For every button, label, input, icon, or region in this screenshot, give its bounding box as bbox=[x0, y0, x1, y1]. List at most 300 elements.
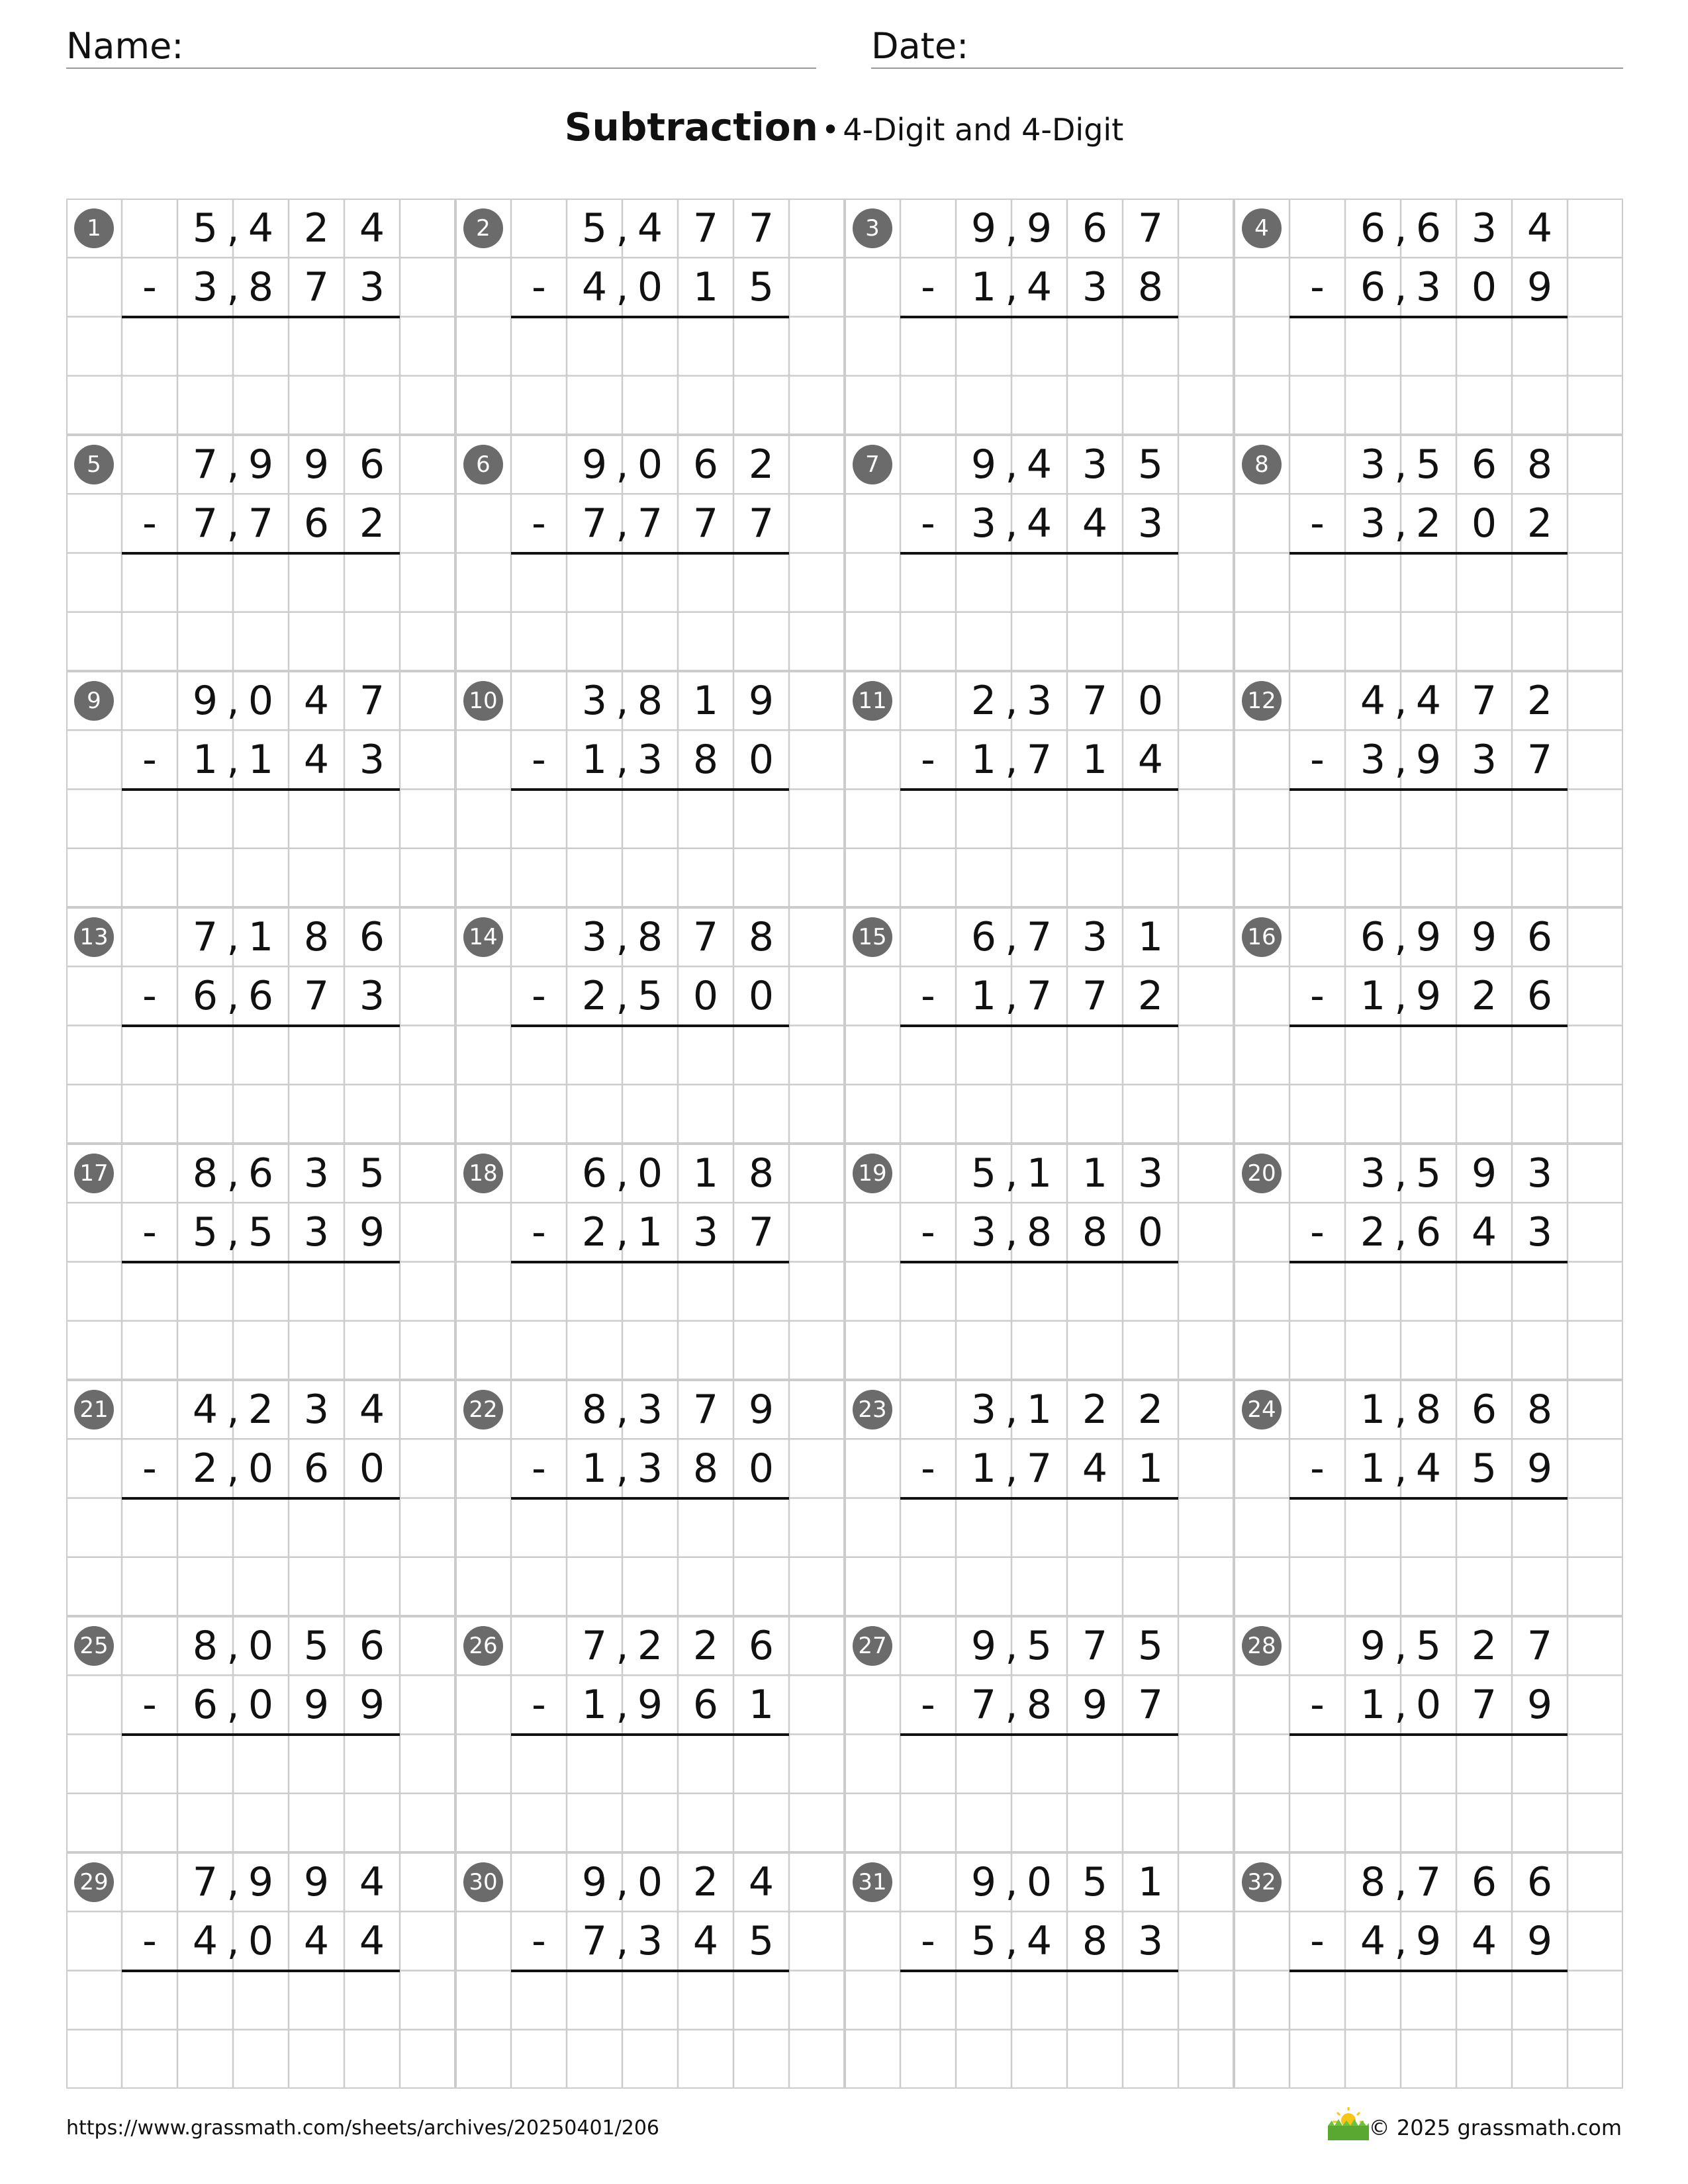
answer-cell[interactable] bbox=[567, 1026, 622, 1085]
answer-cell[interactable] bbox=[233, 1026, 289, 1085]
answer-cell[interactable] bbox=[1011, 790, 1067, 848]
answer-cell[interactable] bbox=[1123, 1321, 1178, 1380]
minuend-digit: 9 bbox=[748, 677, 774, 724]
answer-cell[interactable] bbox=[233, 1262, 289, 1321]
answer-cell[interactable] bbox=[733, 1085, 789, 1144]
answer-cell[interactable] bbox=[956, 1321, 1011, 1380]
answer-cell[interactable] bbox=[956, 790, 1011, 848]
answer-cell[interactable] bbox=[622, 848, 678, 907]
answer-cell[interactable] bbox=[956, 376, 1011, 435]
answer-cell[interactable] bbox=[1067, 612, 1123, 671]
answer-cell[interactable] bbox=[1011, 553, 1067, 612]
answer-cell[interactable] bbox=[1456, 2030, 1512, 2089]
answer-cell[interactable] bbox=[622, 790, 678, 848]
answer-cell[interactable] bbox=[1401, 553, 1456, 612]
answer-cell[interactable] bbox=[733, 790, 789, 848]
answer-cell[interactable] bbox=[733, 553, 789, 612]
answer-cell[interactable] bbox=[1512, 1794, 1568, 1852]
answer-cell[interactable] bbox=[1401, 1262, 1456, 1321]
answer-cell[interactable] bbox=[1011, 376, 1067, 435]
answer-cell[interactable] bbox=[956, 553, 1011, 612]
minuend-comma: , bbox=[1005, 1386, 1018, 1433]
answer-cell[interactable] bbox=[233, 848, 289, 907]
subtrahend-digit: 3 bbox=[1360, 736, 1386, 783]
answer-cell[interactable] bbox=[1456, 1026, 1512, 1085]
answer-cell[interactable] bbox=[678, 1794, 733, 1852]
answer-cell[interactable] bbox=[1345, 1262, 1401, 1321]
answer-cell[interactable] bbox=[1123, 1557, 1178, 1616]
answer-cell[interactable] bbox=[344, 1971, 400, 2030]
minuend-digit: 8 bbox=[192, 1150, 218, 1197]
answer-cell[interactable] bbox=[1011, 1321, 1067, 1380]
subtrahend-digit: 2 bbox=[581, 972, 608, 1019]
answer-cell[interactable] bbox=[956, 848, 1011, 907]
answer-cell[interactable] bbox=[1401, 1321, 1456, 1380]
answer-cell[interactable] bbox=[177, 1971, 233, 2030]
subtrahend-digit: 0 bbox=[1415, 1681, 1442, 1728]
answer-cell[interactable] bbox=[1456, 1262, 1512, 1321]
answer-cell[interactable] bbox=[177, 1321, 233, 1380]
answer-cell[interactable] bbox=[177, 1085, 233, 1144]
answer-cell[interactable] bbox=[733, 2030, 789, 2089]
answer-cell[interactable] bbox=[233, 2030, 289, 2089]
answer-cell[interactable] bbox=[567, 1321, 622, 1380]
answer-cell[interactable] bbox=[956, 1794, 1011, 1852]
answer-cell[interactable] bbox=[1067, 1085, 1123, 1144]
answer-cell[interactable] bbox=[567, 2030, 622, 2089]
answer-cell[interactable] bbox=[567, 1971, 622, 2030]
answer-cell[interactable] bbox=[1123, 1971, 1178, 2030]
answer-cell[interactable] bbox=[1456, 1735, 1512, 1794]
answer-cell[interactable] bbox=[177, 790, 233, 848]
answer-cell[interactable] bbox=[1512, 317, 1568, 376]
answer-cell[interactable] bbox=[1345, 317, 1401, 376]
minuend-digit: 1 bbox=[1082, 1150, 1108, 1197]
minus-sign: - bbox=[142, 1681, 157, 1728]
answer-cell[interactable] bbox=[622, 2030, 678, 2089]
answer-cell[interactable] bbox=[233, 1794, 289, 1852]
answer-cell[interactable] bbox=[678, 1735, 733, 1794]
answer-cell[interactable] bbox=[622, 1085, 678, 1144]
answer-cell[interactable] bbox=[1401, 790, 1456, 848]
answer-cell[interactable] bbox=[1345, 1026, 1401, 1085]
answer-cell[interactable] bbox=[177, 376, 233, 435]
answer-cell[interactable] bbox=[1512, 612, 1568, 671]
answer-cell[interactable] bbox=[678, 376, 733, 435]
subtrahend-digit: 1 bbox=[248, 736, 274, 783]
answer-cell[interactable] bbox=[1401, 1794, 1456, 1852]
answer-cell[interactable] bbox=[567, 1735, 622, 1794]
answer-cell[interactable] bbox=[177, 1735, 233, 1794]
answer-cell[interactable] bbox=[956, 1026, 1011, 1085]
minus-sign: - bbox=[921, 1681, 935, 1728]
answer-cell[interactable] bbox=[1512, 1085, 1568, 1144]
answer-cell[interactable] bbox=[678, 1498, 733, 1557]
minuend-digit: 9 bbox=[970, 1858, 997, 1905]
minus-sign: - bbox=[1310, 1681, 1325, 1728]
answer-cell[interactable] bbox=[233, 1557, 289, 1616]
answer-cell[interactable] bbox=[622, 1971, 678, 2030]
answer-cell[interactable] bbox=[1401, 1557, 1456, 1616]
answer-cell[interactable] bbox=[289, 2030, 344, 2089]
minuend-digit: 6 bbox=[359, 913, 385, 960]
answer-cell[interactable] bbox=[177, 1026, 233, 1085]
date-line[interactable] bbox=[871, 68, 1623, 69]
answer-cell[interactable] bbox=[1067, 1794, 1123, 1852]
answer-cell[interactable] bbox=[1456, 1085, 1512, 1144]
answer-cell[interactable] bbox=[622, 612, 678, 671]
answer-cell[interactable] bbox=[1011, 317, 1067, 376]
minuend-digit: 5 bbox=[581, 205, 608, 251]
minus-sign: - bbox=[532, 1445, 546, 1492]
answer-cell[interactable] bbox=[956, 1971, 1011, 2030]
answer-cell[interactable] bbox=[1345, 1735, 1401, 1794]
answer-cell[interactable] bbox=[733, 612, 789, 671]
answer-cell[interactable] bbox=[733, 1026, 789, 1085]
answer-cell[interactable] bbox=[289, 1262, 344, 1321]
answer-cell[interactable] bbox=[1067, 1735, 1123, 1794]
answer-cell[interactable] bbox=[678, 317, 733, 376]
answer-cell[interactable] bbox=[1456, 612, 1512, 671]
answer-cell[interactable] bbox=[733, 1794, 789, 1852]
answer-cell[interactable] bbox=[622, 1321, 678, 1380]
answer-cell[interactable] bbox=[567, 1794, 622, 1852]
answer-cell[interactable] bbox=[289, 1557, 344, 1616]
answer-cell[interactable] bbox=[733, 317, 789, 376]
answer-cell[interactable] bbox=[1123, 848, 1178, 907]
answer-cell[interactable] bbox=[567, 553, 622, 612]
minus-sign: - bbox=[921, 736, 935, 783]
answer-cell[interactable] bbox=[1512, 1321, 1568, 1380]
answer-cell[interactable] bbox=[1345, 1794, 1401, 1852]
answer-cell[interactable] bbox=[1067, 1557, 1123, 1616]
answer-cell[interactable] bbox=[678, 1971, 733, 2030]
answer-cell[interactable] bbox=[678, 790, 733, 848]
subtrahend-digit: 1 bbox=[581, 1445, 608, 1492]
answer-cell[interactable] bbox=[344, 2030, 400, 2089]
answer-cell[interactable] bbox=[1067, 1321, 1123, 1380]
answer-cell[interactable] bbox=[1401, 376, 1456, 435]
answer-cell[interactable] bbox=[344, 317, 400, 376]
answer-cell[interactable] bbox=[622, 1557, 678, 1616]
answer-cell[interactable] bbox=[344, 848, 400, 907]
answer-cell[interactable] bbox=[1345, 376, 1401, 435]
answer-cell[interactable] bbox=[956, 1498, 1011, 1557]
answer-cell[interactable] bbox=[678, 1085, 733, 1144]
answer-cell[interactable] bbox=[1512, 1026, 1568, 1085]
answer-cell[interactable] bbox=[289, 848, 344, 907]
answer-cell[interactable] bbox=[1011, 1085, 1067, 1144]
answer-cell[interactable] bbox=[1067, 790, 1123, 848]
answer-cell[interactable] bbox=[289, 1321, 344, 1380]
problem-number-badge: 23 bbox=[853, 1390, 892, 1430]
answer-cell[interactable] bbox=[344, 1262, 400, 1321]
answer-cell[interactable] bbox=[177, 1794, 233, 1852]
answer-cell[interactable] bbox=[1345, 1321, 1401, 1380]
answer-cell[interactable] bbox=[1123, 1085, 1178, 1144]
answer-cell[interactable] bbox=[289, 317, 344, 376]
answer-cell[interactable] bbox=[1512, 1498, 1568, 1557]
answer-cell[interactable] bbox=[344, 1026, 400, 1085]
subtrahend-comma: , bbox=[1005, 1681, 1018, 1728]
answer-cell[interactable] bbox=[678, 553, 733, 612]
answer-cell[interactable] bbox=[567, 848, 622, 907]
answer-cell[interactable] bbox=[1345, 553, 1401, 612]
answer-cell[interactable] bbox=[567, 790, 622, 848]
answer-cell[interactable] bbox=[289, 790, 344, 848]
answer-cell[interactable] bbox=[1067, 2030, 1123, 2089]
answer-cell[interactable] bbox=[1456, 1498, 1512, 1557]
subtrahend-digit: 1 bbox=[692, 263, 719, 310]
subtrahend-digit: 0 bbox=[748, 736, 774, 783]
answer-cell[interactable] bbox=[678, 1557, 733, 1616]
answer-cell[interactable] bbox=[1401, 1735, 1456, 1794]
answer-cell[interactable] bbox=[1345, 612, 1401, 671]
answer-cell[interactable] bbox=[622, 553, 678, 612]
answer-cell[interactable] bbox=[1123, 1735, 1178, 1794]
answer-cell[interactable] bbox=[1401, 1971, 1456, 2030]
subtrahend-comma: , bbox=[226, 1681, 240, 1728]
answer-cell[interactable] bbox=[1123, 1262, 1178, 1321]
answer-cell[interactable] bbox=[567, 1498, 622, 1557]
answer-cell[interactable] bbox=[1401, 1026, 1456, 1085]
answer-cell[interactable] bbox=[1512, 2030, 1568, 2089]
answer-cell[interactable] bbox=[233, 790, 289, 848]
answer-cell[interactable] bbox=[1011, 848, 1067, 907]
answer-cell[interactable] bbox=[1401, 848, 1456, 907]
answer-cell[interactable] bbox=[289, 553, 344, 612]
answer-cell[interactable] bbox=[733, 1262, 789, 1321]
answer-cell[interactable] bbox=[344, 1498, 400, 1557]
answer-cell[interactable] bbox=[678, 2030, 733, 2089]
answer-cell[interactable] bbox=[233, 1498, 289, 1557]
answer-cell[interactable] bbox=[733, 848, 789, 907]
answer-cell[interactable] bbox=[1456, 376, 1512, 435]
answer-cell[interactable] bbox=[622, 1735, 678, 1794]
answer-cell[interactable] bbox=[344, 1735, 400, 1794]
answer-cell[interactable] bbox=[1456, 848, 1512, 907]
minuend-digit: 3 bbox=[1082, 441, 1108, 488]
answer-cell[interactable] bbox=[1011, 1735, 1067, 1794]
answer-cell[interactable] bbox=[1011, 1262, 1067, 1321]
answer-cell[interactable] bbox=[1011, 2030, 1067, 2089]
answer-cell[interactable] bbox=[1123, 317, 1178, 376]
answer-cell[interactable] bbox=[344, 1794, 400, 1852]
answer-cell[interactable] bbox=[1456, 317, 1512, 376]
answer-cell[interactable] bbox=[289, 376, 344, 435]
answer-cell[interactable] bbox=[1456, 1321, 1512, 1380]
answer-cell[interactable] bbox=[1401, 1498, 1456, 1557]
subtrahend-digit: 3 bbox=[1471, 736, 1497, 783]
answer-cell[interactable] bbox=[733, 1557, 789, 1616]
answer-cell[interactable] bbox=[678, 1262, 733, 1321]
answer-cell[interactable] bbox=[678, 848, 733, 907]
answer-cell[interactable] bbox=[622, 317, 678, 376]
answer-cell[interactable] bbox=[1067, 1262, 1123, 1321]
answer-cell[interactable] bbox=[567, 1557, 622, 1616]
answer-cell[interactable] bbox=[289, 1971, 344, 2030]
answer-cell[interactable] bbox=[567, 1085, 622, 1144]
subtrahend-digit: 7 bbox=[1026, 972, 1053, 1019]
answer-cell[interactable] bbox=[1512, 848, 1568, 907]
answer-cell[interactable] bbox=[678, 1026, 733, 1085]
answer-cell[interactable] bbox=[956, 1262, 1011, 1321]
answer-cell[interactable] bbox=[289, 1026, 344, 1085]
answer-cell[interactable] bbox=[233, 376, 289, 435]
answer-cell[interactable] bbox=[1345, 1085, 1401, 1144]
answer-cell[interactable] bbox=[344, 1321, 400, 1380]
answer-cell[interactable] bbox=[233, 553, 289, 612]
minuend-digit: 7 bbox=[692, 205, 719, 251]
answer-cell[interactable] bbox=[567, 376, 622, 435]
answer-cell[interactable] bbox=[177, 848, 233, 907]
answer-cell[interactable] bbox=[1123, 612, 1178, 671]
answer-cell[interactable] bbox=[1345, 1971, 1401, 2030]
answer-cell[interactable] bbox=[956, 1085, 1011, 1144]
answer-cell[interactable] bbox=[1345, 790, 1401, 848]
answer-cell[interactable] bbox=[1401, 1085, 1456, 1144]
answer-cell[interactable] bbox=[233, 317, 289, 376]
answer-cell[interactable] bbox=[956, 2030, 1011, 2089]
answer-cell[interactable] bbox=[1123, 2030, 1178, 2089]
answer-cell[interactable] bbox=[1067, 553, 1123, 612]
answer-cell[interactable] bbox=[567, 317, 622, 376]
answer-cell[interactable] bbox=[733, 1321, 789, 1380]
answer-cell[interactable] bbox=[1512, 553, 1568, 612]
answer-cell[interactable] bbox=[177, 317, 233, 376]
answer-cell[interactable] bbox=[956, 317, 1011, 376]
answer-cell[interactable] bbox=[1345, 2030, 1401, 2089]
answer-cell[interactable] bbox=[177, 612, 233, 671]
minuend-digit: 7 bbox=[192, 1858, 218, 1905]
answer-cell[interactable] bbox=[1123, 1794, 1178, 1852]
answer-cell[interactable] bbox=[1067, 376, 1123, 435]
minus-sign: - bbox=[532, 1917, 546, 1964]
answer-cell[interactable] bbox=[177, 1498, 233, 1557]
answer-cell[interactable] bbox=[1456, 790, 1512, 848]
answer-cell[interactable] bbox=[1512, 1971, 1568, 2030]
answer-cell[interactable] bbox=[622, 1794, 678, 1852]
answer-cell[interactable] bbox=[177, 1262, 233, 1321]
answer-cell[interactable] bbox=[1123, 1026, 1178, 1085]
answer-cell[interactable] bbox=[1456, 1557, 1512, 1616]
answer-cell[interactable] bbox=[1401, 612, 1456, 671]
minuend-digit: 3 bbox=[1026, 677, 1053, 724]
minuend-digit: 9 bbox=[248, 441, 274, 488]
answer-cell[interactable] bbox=[1401, 317, 1456, 376]
answer-cell[interactable] bbox=[1011, 1498, 1067, 1557]
answer-cell[interactable] bbox=[289, 612, 344, 671]
answer-cell[interactable] bbox=[233, 1735, 289, 1794]
answer-cell[interactable] bbox=[1512, 790, 1568, 848]
answer-cell[interactable] bbox=[1123, 553, 1178, 612]
answer-cell[interactable] bbox=[233, 1085, 289, 1144]
answer-cell[interactable] bbox=[177, 553, 233, 612]
minuend-digit: 2 bbox=[637, 1622, 663, 1669]
answer-cell[interactable] bbox=[1123, 1498, 1178, 1557]
answer-cell[interactable] bbox=[622, 1262, 678, 1321]
minuend-comma: , bbox=[1394, 1386, 1407, 1433]
answer-cell[interactable] bbox=[622, 376, 678, 435]
answer-cell[interactable] bbox=[1011, 1026, 1067, 1085]
answer-cell[interactable] bbox=[177, 2030, 233, 2089]
answer-cell[interactable] bbox=[344, 612, 400, 671]
answer-cell[interactable] bbox=[567, 1262, 622, 1321]
answer-cell[interactable] bbox=[289, 1735, 344, 1794]
answer-cell[interactable] bbox=[1401, 2030, 1456, 2089]
answer-cell[interactable] bbox=[1067, 1971, 1123, 2030]
answer-cell[interactable] bbox=[678, 1321, 733, 1380]
minuend-comma: , bbox=[1394, 441, 1407, 488]
answer-cell[interactable] bbox=[622, 1498, 678, 1557]
answer-cell[interactable] bbox=[289, 1085, 344, 1144]
answer-cell[interactable] bbox=[733, 1735, 789, 1794]
subtrahend-digit: 3 bbox=[303, 1208, 330, 1255]
answer-cell[interactable] bbox=[1011, 612, 1067, 671]
answer-cell[interactable] bbox=[344, 790, 400, 848]
subtrahend-digit: 3 bbox=[970, 500, 997, 547]
minuend-digit: 9 bbox=[970, 441, 997, 488]
answer-cell[interactable] bbox=[233, 1321, 289, 1380]
answer-cell[interactable] bbox=[1512, 1735, 1568, 1794]
subtrahend-comma: , bbox=[226, 263, 240, 310]
answer-cell[interactable] bbox=[1067, 1026, 1123, 1085]
answer-cell[interactable] bbox=[1345, 848, 1401, 907]
answer-cell[interactable] bbox=[1456, 1971, 1512, 2030]
answer-cell[interactable] bbox=[233, 612, 289, 671]
answer-cell[interactable] bbox=[1011, 1971, 1067, 2030]
answer-cell[interactable] bbox=[1067, 848, 1123, 907]
answer-cell[interactable] bbox=[956, 1735, 1011, 1794]
answer-cell[interactable] bbox=[678, 612, 733, 671]
answer-cell[interactable] bbox=[1011, 1557, 1067, 1616]
subtrahend-digit: 8 bbox=[1026, 1208, 1053, 1255]
answer-cell[interactable] bbox=[956, 1557, 1011, 1616]
minuend-digit: 7 bbox=[692, 913, 719, 960]
answer-cell[interactable] bbox=[1067, 1498, 1123, 1557]
answer-cell[interactable] bbox=[733, 376, 789, 435]
name-line[interactable] bbox=[66, 68, 816, 69]
answer-cell[interactable] bbox=[177, 1557, 233, 1616]
minuend-digit: 1 bbox=[692, 677, 719, 724]
answer-cell[interactable] bbox=[1345, 1498, 1401, 1557]
answer-cell[interactable] bbox=[1067, 317, 1123, 376]
answer-cell[interactable] bbox=[1512, 1557, 1568, 1616]
answer-cell[interactable] bbox=[1512, 376, 1568, 435]
answer-cell[interactable] bbox=[289, 1498, 344, 1557]
minuend-comma: , bbox=[226, 1858, 240, 1905]
minuend-digit: 4 bbox=[192, 1386, 218, 1433]
answer-cell[interactable] bbox=[567, 612, 622, 671]
answer-cell[interactable] bbox=[1123, 376, 1178, 435]
answer-cell[interactable] bbox=[344, 1557, 400, 1616]
answer-cell[interactable] bbox=[1123, 790, 1178, 848]
answer-cell[interactable] bbox=[344, 376, 400, 435]
answer-cell[interactable] bbox=[344, 553, 400, 612]
answer-cell[interactable] bbox=[1512, 1262, 1568, 1321]
answer-cell[interactable] bbox=[233, 1971, 289, 2030]
answer-cell[interactable] bbox=[1456, 553, 1512, 612]
answer-cell[interactable] bbox=[733, 1498, 789, 1557]
answer-cell[interactable] bbox=[733, 1971, 789, 2030]
answer-cell[interactable] bbox=[344, 1085, 400, 1144]
answer-cell[interactable] bbox=[1456, 1794, 1512, 1852]
answer-cell[interactable] bbox=[289, 1794, 344, 1852]
answer-cell[interactable] bbox=[622, 1026, 678, 1085]
answer-cell[interactable] bbox=[1345, 1557, 1401, 1616]
answer-cell[interactable] bbox=[1011, 1794, 1067, 1852]
answer-cell[interactable] bbox=[956, 612, 1011, 671]
